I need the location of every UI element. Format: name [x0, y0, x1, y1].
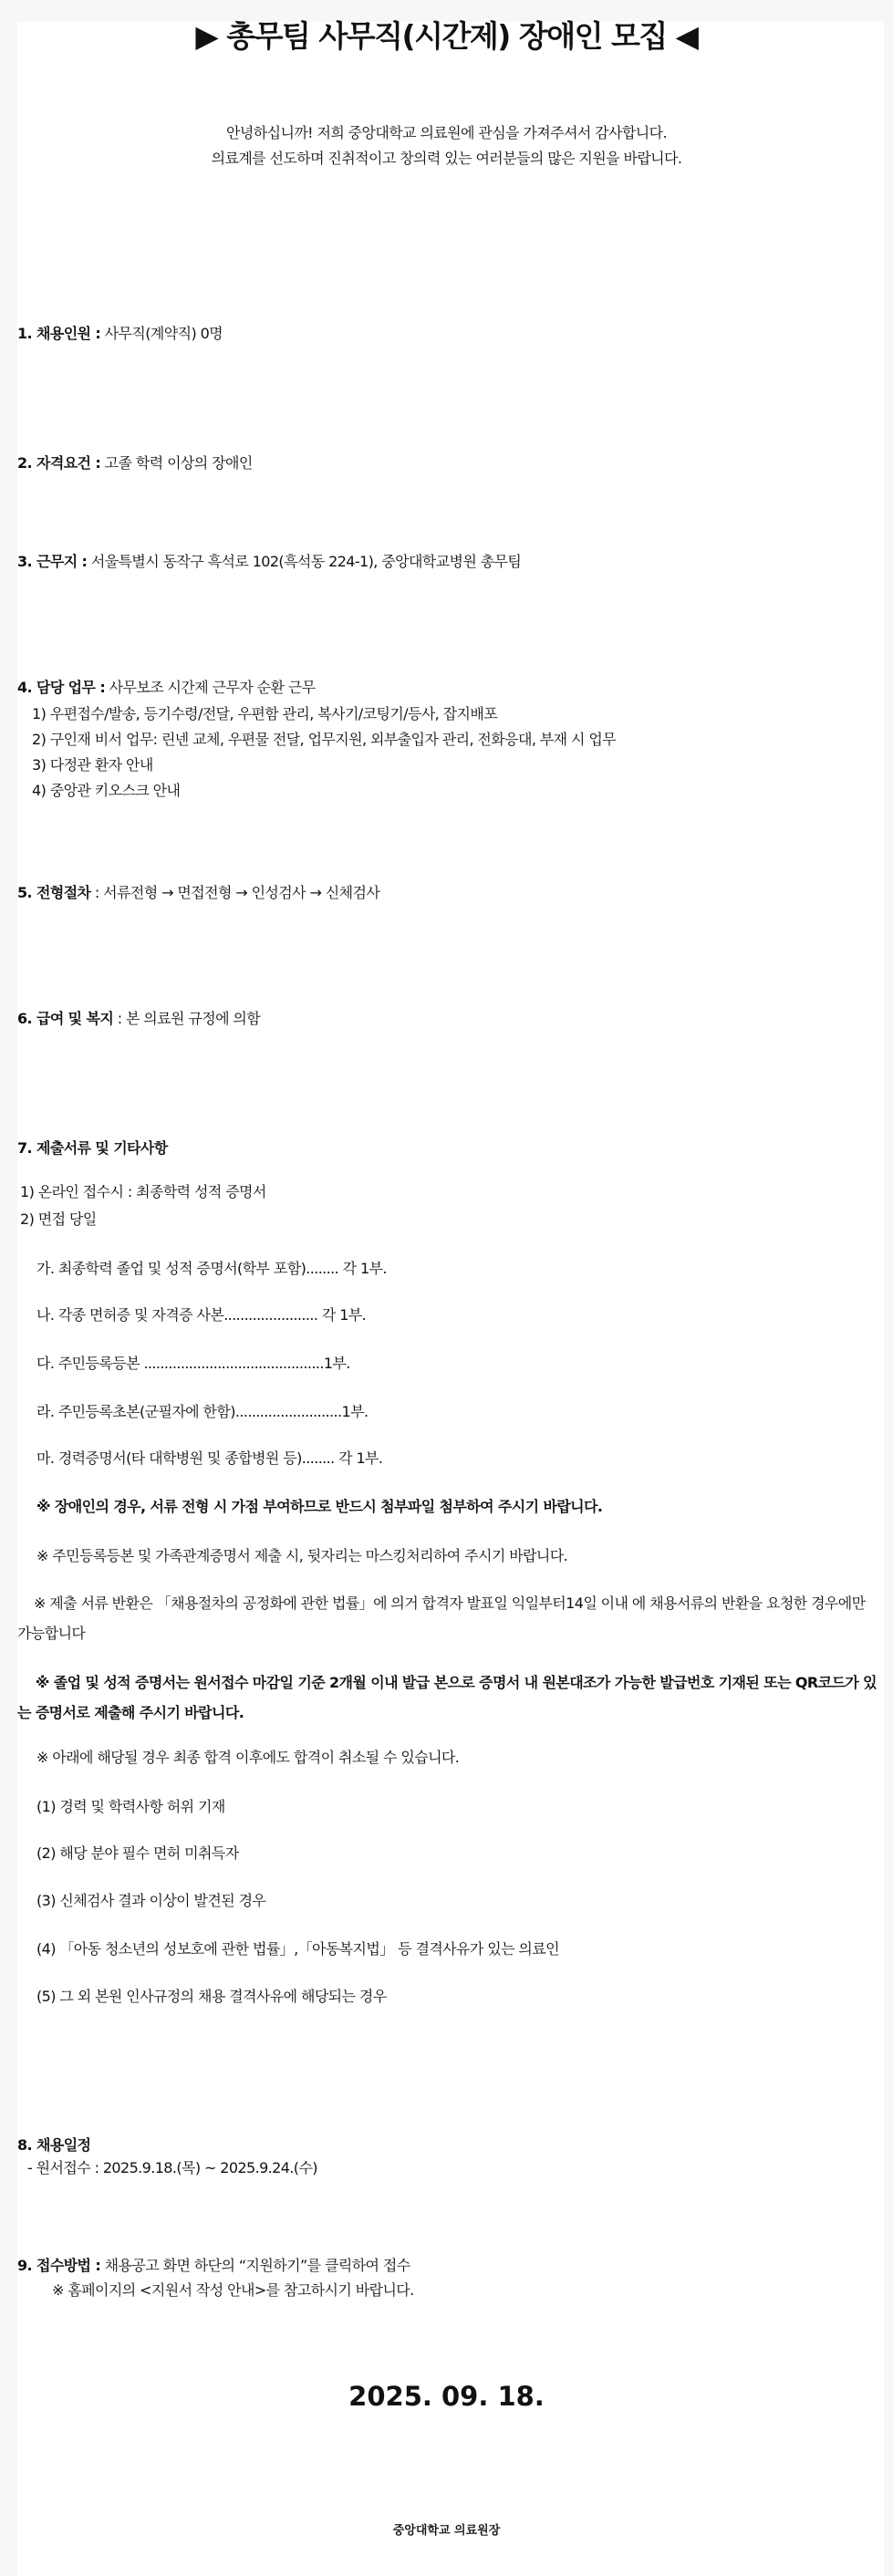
- section-text: 고졸 학력 이상의 장애인: [100, 454, 253, 472]
- section-text: : 서류전형 → 면접전형 → 인성검사 → 신체검사: [90, 884, 380, 901]
- cancel-reason: (5) 그 외 본원 인사규정의 채용 결격사유에 해당되는 경우: [36, 1988, 387, 2005]
- cancel-reason: (4) 「아동 청소년의 성보호에 관한 법률」,「아동복지법」 등 결격사유가 있는 의료인: [36, 1940, 560, 1958]
- doc-item: 2) 면접 당일: [20, 1210, 97, 1228]
- section-recruit-count: [17, 325, 223, 343]
- section-label: 1. 채용인원 :: [17, 325, 101, 342]
- section-label: 9. 접수방법 :: [17, 2257, 101, 2274]
- duty-item: 2) 구인재 비서 업무: 린넨 교체, 우편물 전달, 업무지원, 외부출입자 관리, 전화응대, 부재 시 업무: [32, 731, 617, 748]
- section-process: [17, 884, 379, 902]
- duty-item: 3) 다정관 환자 안내: [32, 756, 153, 774]
- doc-entry: 나. 각종 면허증 및 자격증 사본....................... 각 1부.: [36, 1306, 367, 1324]
- section-label: 6. 급여 및 복지: [17, 1010, 114, 1027]
- schedule-item: - 원서접수 : 2025.9.18.(목) ~ 2025.9.24.(수): [27, 2159, 317, 2176]
- doc-entry: 다. 주민등록등본 ............................................1부.: [36, 1355, 350, 1372]
- section-apply-method: [17, 2257, 410, 2275]
- section-text: 서울특별시 동작구 흑석로 102(흑석동 224-1), 중앙대학교병원 총무팀: [87, 553, 522, 570]
- cancel-reason: (2) 해당 분야 필수 면허 미취득자: [36, 1844, 239, 1862]
- section-label: 5. 전형절차: [17, 884, 91, 901]
- duty-item: 1) 우편접수/발송, 등기수령/전달, 우편함 관리, 복사기/코팅기/등사, 잡지배포: [32, 705, 498, 722]
- section-salary: [17, 1010, 260, 1028]
- note-bonus: ※ 장애인의 경우, 서류 전형 시 가점 부여하므로 반드시 첨부파일 첨부하여 주시기 바랍니다.: [36, 1498, 603, 1515]
- doc-entry: 마. 경력증명서(타 대학병원 및 종합병원 등)........ 각 1부.: [36, 1449, 383, 1467]
- section-text: 사무보조 시간제 근무자 순환 근무: [105, 679, 316, 696]
- note-return: ※ 제출 서류 반환은 「채용절차의 공정화에 관한 법률」에 의거 합격자 발표일 익일부터14일 이내 에 채용서류의 반환을 요청한 경우에만 가능합니다: [17, 1594, 869, 1642]
- section-qualification: [17, 454, 253, 473]
- doc-entry: 라. 주민등록초본(군필자에 한함)..........................1부.: [36, 1403, 369, 1420]
- note-masking: ※ 주민등록등본 및 가족관계증명서 제출 시, 뒷자리는 마스킹처리하여 주시기 바랍니다.: [36, 1547, 568, 1564]
- section-text: 사무직(계약직) 0명: [100, 325, 223, 342]
- cancel-reason: (1) 경력 및 학력사항 허위 기재: [36, 1798, 225, 1815]
- intro-line: 의료계를 선도하며 진취적이고 창의력 있는 여러분들의 많은 지원을 바랍니다.: [211, 150, 682, 167]
- section-label: 2. 자격요건 :: [17, 454, 101, 472]
- duty-item: 4) 중앙관 키오스크 안내: [32, 782, 181, 799]
- section-schedule: 8. 채용일정: [17, 2136, 91, 2154]
- apply-note: ※ 홈페이지의 <지원서 작성 안내>를 참고하시기 바랍니다.: [52, 2281, 414, 2299]
- page-title: ▶ 총무팀 사무직(시간제) 장애인 모집 ◀: [195, 18, 698, 54]
- note-cancel: ※ 아래에 해당될 경우 최종 합격 이후에도 합격이 취소될 수 있습니다.: [36, 1749, 460, 1766]
- content-panel: [17, 22, 884, 2576]
- intro-line: 안녕하십니까! 저희 중앙대학교 의료원에 관심을 가져주셔서 감사합니다.: [226, 124, 667, 141]
- cancel-reason: (3) 신체검사 결과 이상이 발견된 경우: [36, 1892, 266, 1909]
- section-label: 3. 근무지 :: [17, 553, 88, 570]
- signature: 중앙대학교 의료원장: [392, 2524, 501, 2538]
- doc-item: 1) 온라인 접수시 : 최종학력 성적 증명서: [20, 1183, 266, 1200]
- section-documents: 7. 제출서류 및 기타사항: [17, 1139, 168, 1157]
- section-workplace: [17, 553, 521, 571]
- section-text: 채용공고 화면 하단의 “지원하기”를 클릭하여 접수: [100, 2257, 410, 2274]
- section-label: 4. 담당 업무 :: [17, 679, 106, 696]
- doc-entry: 가. 최종학력 졸업 및 성적 증명서(학부 포함)........ 각 1부.: [36, 1260, 387, 1277]
- section-text: : 본 의료원 규정에 의함: [113, 1010, 261, 1027]
- section-duties: [17, 679, 316, 697]
- note-certificate: ※ 졸업 및 성적 증명서는 원서접수 마감일 기준 2개월 이내 발급 본으로 증명서 내 원본대조가 가능한 발급번호 기재된 또는 QR코드가 있는 증명서로 제출해 주시기 바랍니다.: [17, 1674, 877, 1721]
- posting-date: 2025. 09. 18.: [348, 2381, 545, 2412]
